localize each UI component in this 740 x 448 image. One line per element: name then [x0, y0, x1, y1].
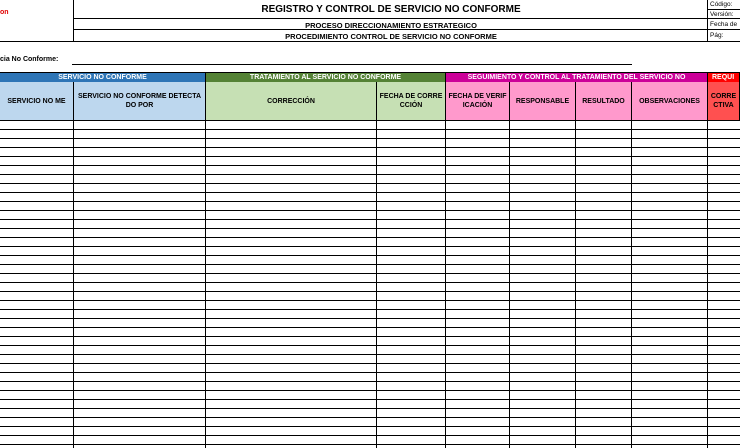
table-row: [0, 435, 740, 436]
col-responsable: RESPONSABLE: [510, 82, 576, 121]
table-row: [0, 444, 740, 445]
table-row: [0, 183, 740, 184]
table-row: [0, 228, 740, 229]
procedure-title: PROCEDIMIENTO CONTROL DE SERVICIO NO CONFORME: [285, 32, 497, 41]
table-row: [0, 147, 740, 148]
section-tratamiento: TRATAMIENTO AL SERVICIO NO CONFORME: [206, 73, 446, 82]
section-seguimiento: SEGUIMIENTO Y CONTROL AL TRATAMIENTO DEL SERVICIO NO: [446, 73, 708, 82]
col-correccion: CORRECCIÓN: [206, 82, 377, 121]
table-row: [0, 354, 740, 355]
col-resultado: RESULTADO: [576, 82, 632, 121]
table-row: [0, 381, 740, 382]
col-observaciones: OBSERVACIONES: [632, 82, 708, 121]
meta-line-1: [708, 9, 740, 10]
table-row: [0, 426, 740, 427]
section-servicio-no-conforme: SERVICIO NO CONFORME: [0, 73, 206, 82]
col-fecha-correccion: FECHA DE CORRECCIÓN: [377, 82, 446, 121]
col-detectado-por: SERVICIO NO CONFORME DETECTADO POR: [74, 82, 206, 121]
table-row: [0, 372, 740, 373]
form-title: REGISTRO Y CONTROL DE SERVICIO NO CONFORME: [261, 4, 521, 15]
table-row: [0, 138, 740, 139]
table-row: [0, 417, 740, 418]
table-row: [0, 291, 740, 292]
meta-version-label: Versión:: [710, 11, 734, 18]
table-row: [0, 174, 740, 175]
table-row: [0, 345, 740, 346]
table-row: [0, 336, 740, 337]
reference-underline: [72, 64, 632, 65]
table-row: [0, 390, 740, 391]
table-row: [0, 309, 740, 310]
table-row: [0, 219, 740, 220]
meta-code-label: Código:: [710, 1, 733, 8]
table-row: [0, 327, 740, 328]
meta-page-label: Pág:: [710, 32, 724, 39]
section-top-line: [0, 72, 740, 73]
table-row: [0, 399, 740, 400]
header-line-1: [74, 18, 740, 19]
section-requisitos: REQUI: [708, 73, 740, 82]
table-row: [0, 129, 740, 130]
table-row: [0, 156, 740, 157]
col-servicio-no-conforme: SERVICIO NO ME: [0, 82, 74, 121]
logo-text: on: [0, 9, 9, 16]
table-row: [0, 246, 740, 247]
table-row: [0, 318, 740, 319]
table-row: [0, 201, 740, 202]
table-row: [0, 363, 740, 364]
table-row: [0, 282, 740, 283]
data-grid: [0, 121, 740, 448]
table-row: [0, 273, 740, 274]
table-row: [0, 408, 740, 409]
table-row: [0, 192, 740, 193]
table-row: [0, 255, 740, 256]
col-fecha-verificacion: FECHA DE VERIFICACIÓN: [446, 82, 510, 121]
table-row: [0, 237, 740, 238]
meta-date-label: Fecha de: [710, 21, 738, 28]
table-row: [0, 300, 740, 301]
process-title: PROCESO DIRECCIONAMIENTO ESTRATEGICO: [305, 21, 477, 30]
table-row: [0, 264, 740, 265]
table-row: [0, 165, 740, 166]
reference-label: cia No Conforme:: [0, 56, 59, 63]
header-line-3: [0, 41, 740, 42]
col-correctiva: CORRECTIVA: [708, 82, 740, 121]
table-row: [0, 210, 740, 211]
